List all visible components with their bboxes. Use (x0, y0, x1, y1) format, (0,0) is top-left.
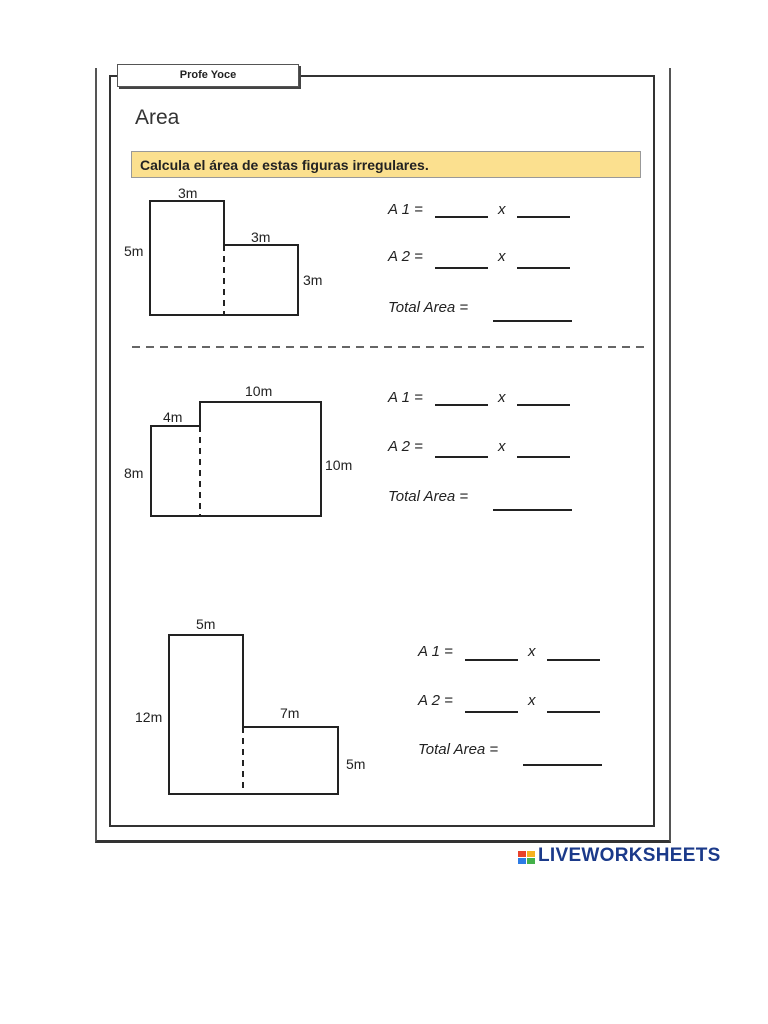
fig1-a2-blank-1[interactable] (435, 267, 488, 269)
fig2-a1-blank-1[interactable] (435, 404, 488, 406)
fig1-a1-times: x (498, 201, 506, 218)
fig2-a2-times: x (498, 438, 506, 455)
fig3-a1-times: x (528, 643, 536, 660)
fig1-top-label: 3m (178, 185, 198, 201)
fig3-total-blank[interactable] (523, 764, 602, 766)
fig3-a2-label: A 2 = (418, 692, 453, 709)
fig2-right-label: 10m (325, 457, 353, 473)
fig1-a1-blank-2[interactable] (517, 216, 570, 218)
fig3-left-label: 12m (135, 709, 163, 725)
page-title: Area (135, 106, 180, 129)
fig1-a2-times: x (498, 248, 506, 265)
fig3-a1-blank-2[interactable] (547, 659, 600, 661)
fig3-a2-blank-1[interactable] (465, 711, 518, 713)
fig1-a1-label: A 1 = (388, 201, 423, 218)
fig2-a2-blank-2[interactable] (517, 456, 570, 458)
fig1-a2-blank-2[interactable] (517, 267, 570, 269)
fig2-a2-blank-1[interactable] (435, 456, 488, 458)
fig3-right-label: 5m (346, 756, 366, 772)
figure-3-outline (169, 635, 338, 794)
fig1-total-blank[interactable] (493, 320, 572, 322)
fig1-total-label: Total Area = (388, 299, 469, 316)
fig3-step-label: 7m (280, 705, 300, 721)
fig2-a1-times: x (498, 389, 506, 406)
fig2-a1-label: A 1 = (388, 389, 423, 406)
fig1-a1-blank-1[interactable] (435, 216, 488, 218)
fig3-total-label: Total Area = (418, 741, 499, 758)
fig1-right-label: 3m (303, 272, 323, 288)
fig2-a1-blank-2[interactable] (517, 404, 570, 406)
brand-wordmark: LIVEWORKSHEETS (538, 845, 721, 866)
fig2-total-label: Total Area = (388, 488, 469, 505)
fig1-step-label: 3m (251, 229, 271, 245)
instruction-banner: Calcula el área de estas figuras irregulares. (131, 151, 641, 178)
fig2-left-label: 8m (124, 465, 144, 481)
fig3-a1-blank-1[interactable] (465, 659, 518, 661)
fig1-a2-label: A 2 = (388, 248, 423, 265)
fig2-step-label: 4m (163, 409, 183, 425)
fig3-a2-times: x (528, 692, 536, 709)
author-label: Profe Yoce (117, 64, 299, 87)
fig3-top-label: 5m (196, 616, 216, 632)
liveworksheets-logo-icon (518, 851, 536, 864)
fig2-a2-label: A 2 = (388, 438, 423, 455)
fig2-total-blank[interactable] (493, 509, 572, 511)
fig2-top-label: 10m (245, 383, 273, 399)
fig3-a2-blank-2[interactable] (547, 711, 600, 713)
fig1-left-label: 5m (124, 243, 144, 259)
fig3-a1-label: A 1 = (418, 643, 453, 660)
